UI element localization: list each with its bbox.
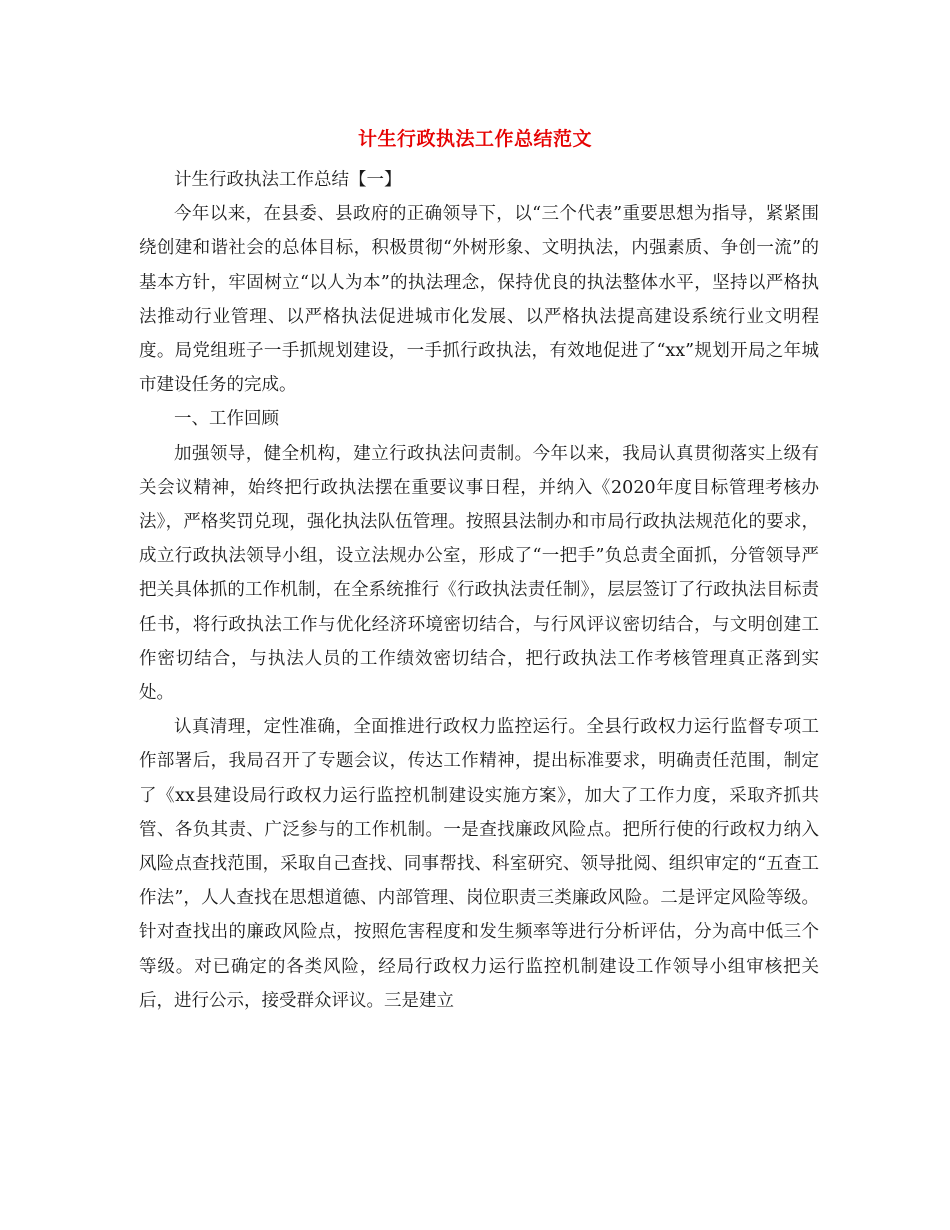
document-body bbox=[139, 163, 819, 1018]
paragraph: 认真清理，定性准确，全面推进行政权力监控运行。全县行政权力运行监督专项工作部署后，我局召开了专题会议，传达工作精神，提出标准要求，明确责任范围，制定了《xx县建设局行政权力运行监控机制建设实施方案》，加大了工作力度，采取齐抓共管、各负其责、广泛参与的工作机制。一是查找廉政风险点。把所行使的行政权力纳入风险点查找范围，采取自己查找、同事帮找、科室研究、领导批阅、组织审定的“五查工作法”，人人查找在思想道德、内部管理、岗位职责三类廉政风险。二是评定风险等级。针对查找出的廉政风险点，按照危害程度和发生频率等进行分析评估，分为高中低三个等级。对已确定的各类风险，经局行政权力运行监控机制建设工作领导小组审核把关后，进行公示，接受群众评议。三是建立 bbox=[139, 717, 819, 1011]
paragraph: 今年以来，在县委、县政府的正确领导下，以“三个代表”重要思想为指导，紧紧围绕创建和谐社会的总体目标，积极贯彻“外树形象、文明执法，内强素质、争创一流”的基本方针，牢固树立“以人为本”的执法理念，保持优良的执法整体水平，坚持以严格执法推动行业管理、以严格执法促进城市化发展、以严格执法提高建设系统行业文明程度。局党组班子一手抓规划建设，一手抓行政执法，有效地促进了“xx”规划开局之年城市建设任务的完成。 bbox=[139, 204, 819, 396]
subsection-heading: 一、工作回顾 bbox=[174, 409, 279, 430]
section-heading: 计生行政执法工作总结【一】 bbox=[174, 170, 402, 190]
paragraph: 加强领导，健全机构，建立行政执法问责制。今年以来，我局认真贯彻落实上级有关会议精神，始终把行政执法摆在重要议事日程，并纳入《2020年度目标管理考核办法》，严格奖罚兑现，强化执法队伍管理。按照县法制办和市局行政执法规范化的要求，成立行政执法领导小组，设立法规办公室，形成了“一把手”负总责全面抓，分管领导严把关具体抓的工作机制，在全系统推行《行政执法责任制》，层层签订了行政执法目标责任书，将行政执法工作与优化经济环境密切结合，与行风评议密切结合，与文明创建工作密切结合，与执法人员的工作绩效密切结合，把行政执法工作考核管理真正落到实处。 bbox=[139, 443, 819, 704]
document-title: 计生行政执法工作总结范文 bbox=[357, 128, 592, 150]
